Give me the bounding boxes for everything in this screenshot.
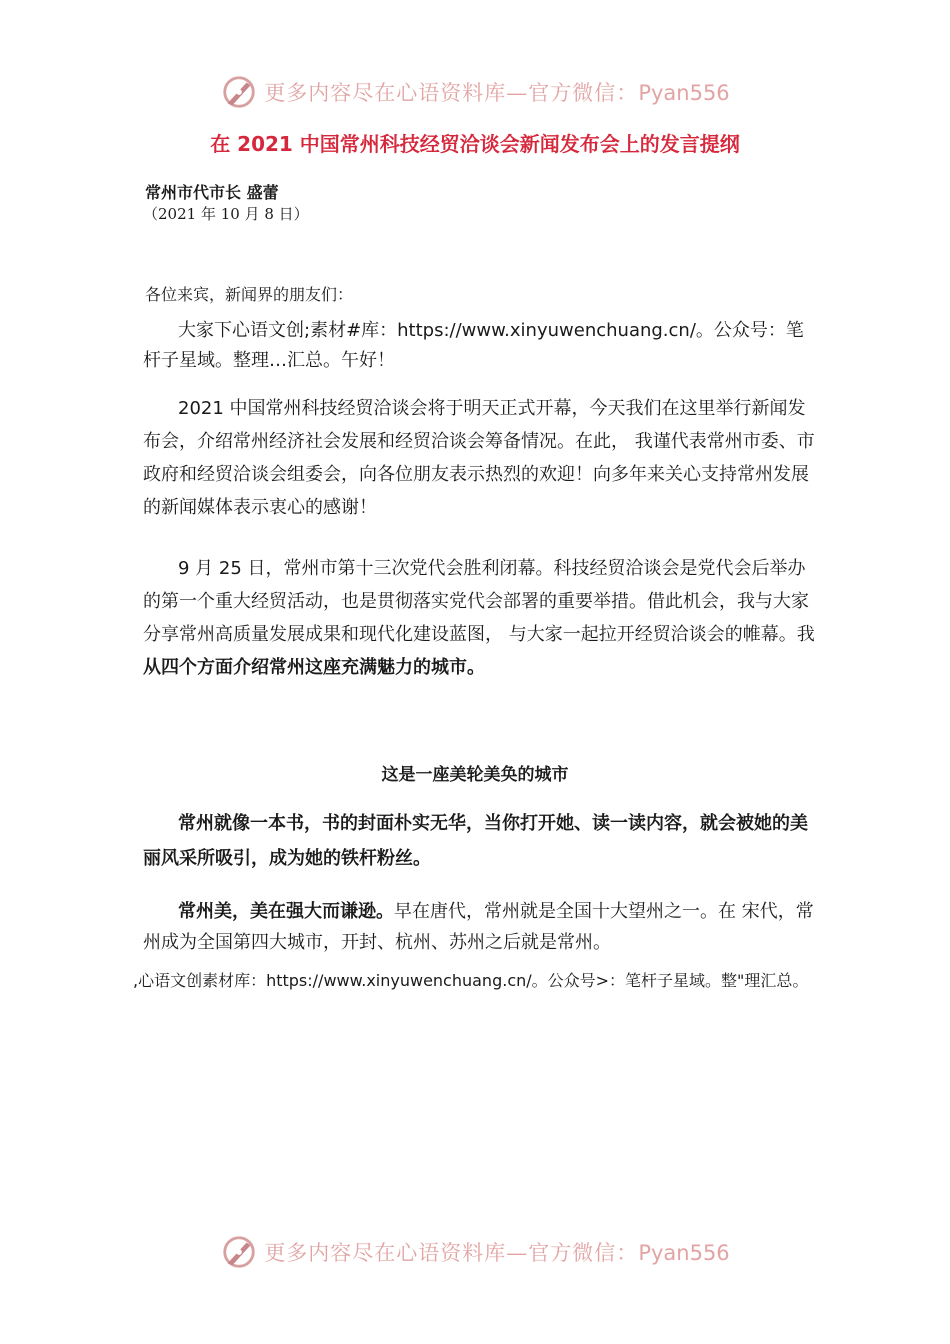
paragraph-3 (143, 552, 818, 684)
watermark-footer (0, 1230, 950, 1274)
paragraph-4: 常州就像一本书，书的封面朴实无华，当你打开她、读一读内容，就会被她的美丽风采所吸引，成为她的铁杆粉丝。 (143, 813, 808, 869)
paragraph-1: 大家下心语文创;素材#库：https://www.xinyuwenchuang.cn/。公众号：笔杆子星域。整理…汇总。午好！ (143, 320, 804, 371)
paragraph-5-text: 早在唐代，常州就是全国十大望州之一。在 宋代，常州成为全国第四大城市，开封、杭州、苏州之后就是常州。 (143, 901, 814, 953)
paragraph-3-bold: 从四个方面介绍常州这座充满魅力的城市。 (143, 657, 485, 678)
paragraph-5-bold: 常州美，美在强大而谦逊。 (178, 901, 394, 922)
pen-logo-icon (220, 1233, 258, 1271)
watermark-text: 更多内容尽在心语资料库—官方微信：Pyan556 (264, 81, 730, 105)
paragraph-5 (143, 896, 818, 958)
watermark-id: Pyan556 (638, 1241, 730, 1265)
paragraph-3-text: 9 月 25 日，常州市第十三次党代会胜利闭幕。科技经贸洽谈会是党代会后举办的第一个重大经贸活动，也是贯彻落实党代会部署的重要举措。借此机会，我与大家分享常州高质量发展成果和现代化建设蓝图， 与大家一起拉开经贸洽谈会的帷幕。我 (143, 558, 815, 645)
paragraph-2: 2021 中国常州科技经贸洽谈会将于明天正式开幕，今天我们在这里举行新闻发布会，介绍常州经济社会发展和经贸洽谈会筹备情况。在此， 我谨代表常州市委、市政府和经贸洽谈会组委会，向各位朋友表示热烈的欢迎！向多年来关心支持常州发展的新闻媒体表示衷心的感谢！ (143, 398, 815, 518)
watermark-text: 更多内容尽在心语资料库—官方微信：Pyan556 (264, 1241, 730, 1265)
speaker: 常州市代市长 盛蕾 (145, 183, 279, 202)
section-heading: 这是一座美轮美奂的城市 (381, 765, 569, 785)
date: （2021 年 10 月 8 日） (143, 205, 309, 223)
paragraph-6: ,心语文创素材库：https://www.xinyuwenchuang.cn/。公众号>：笔杆子星域。整"理汇总。 (133, 971, 809, 990)
document-title: 在 2021 中国常州科技经贸洽谈会新闻发布会上的发言提纲 (210, 132, 740, 156)
greeting: 各位来宾，新闻界的朋友们： (145, 285, 354, 304)
watermark-header (0, 70, 950, 114)
watermark-id: Pyan556 (638, 81, 730, 105)
pen-logo-icon (220, 73, 258, 111)
